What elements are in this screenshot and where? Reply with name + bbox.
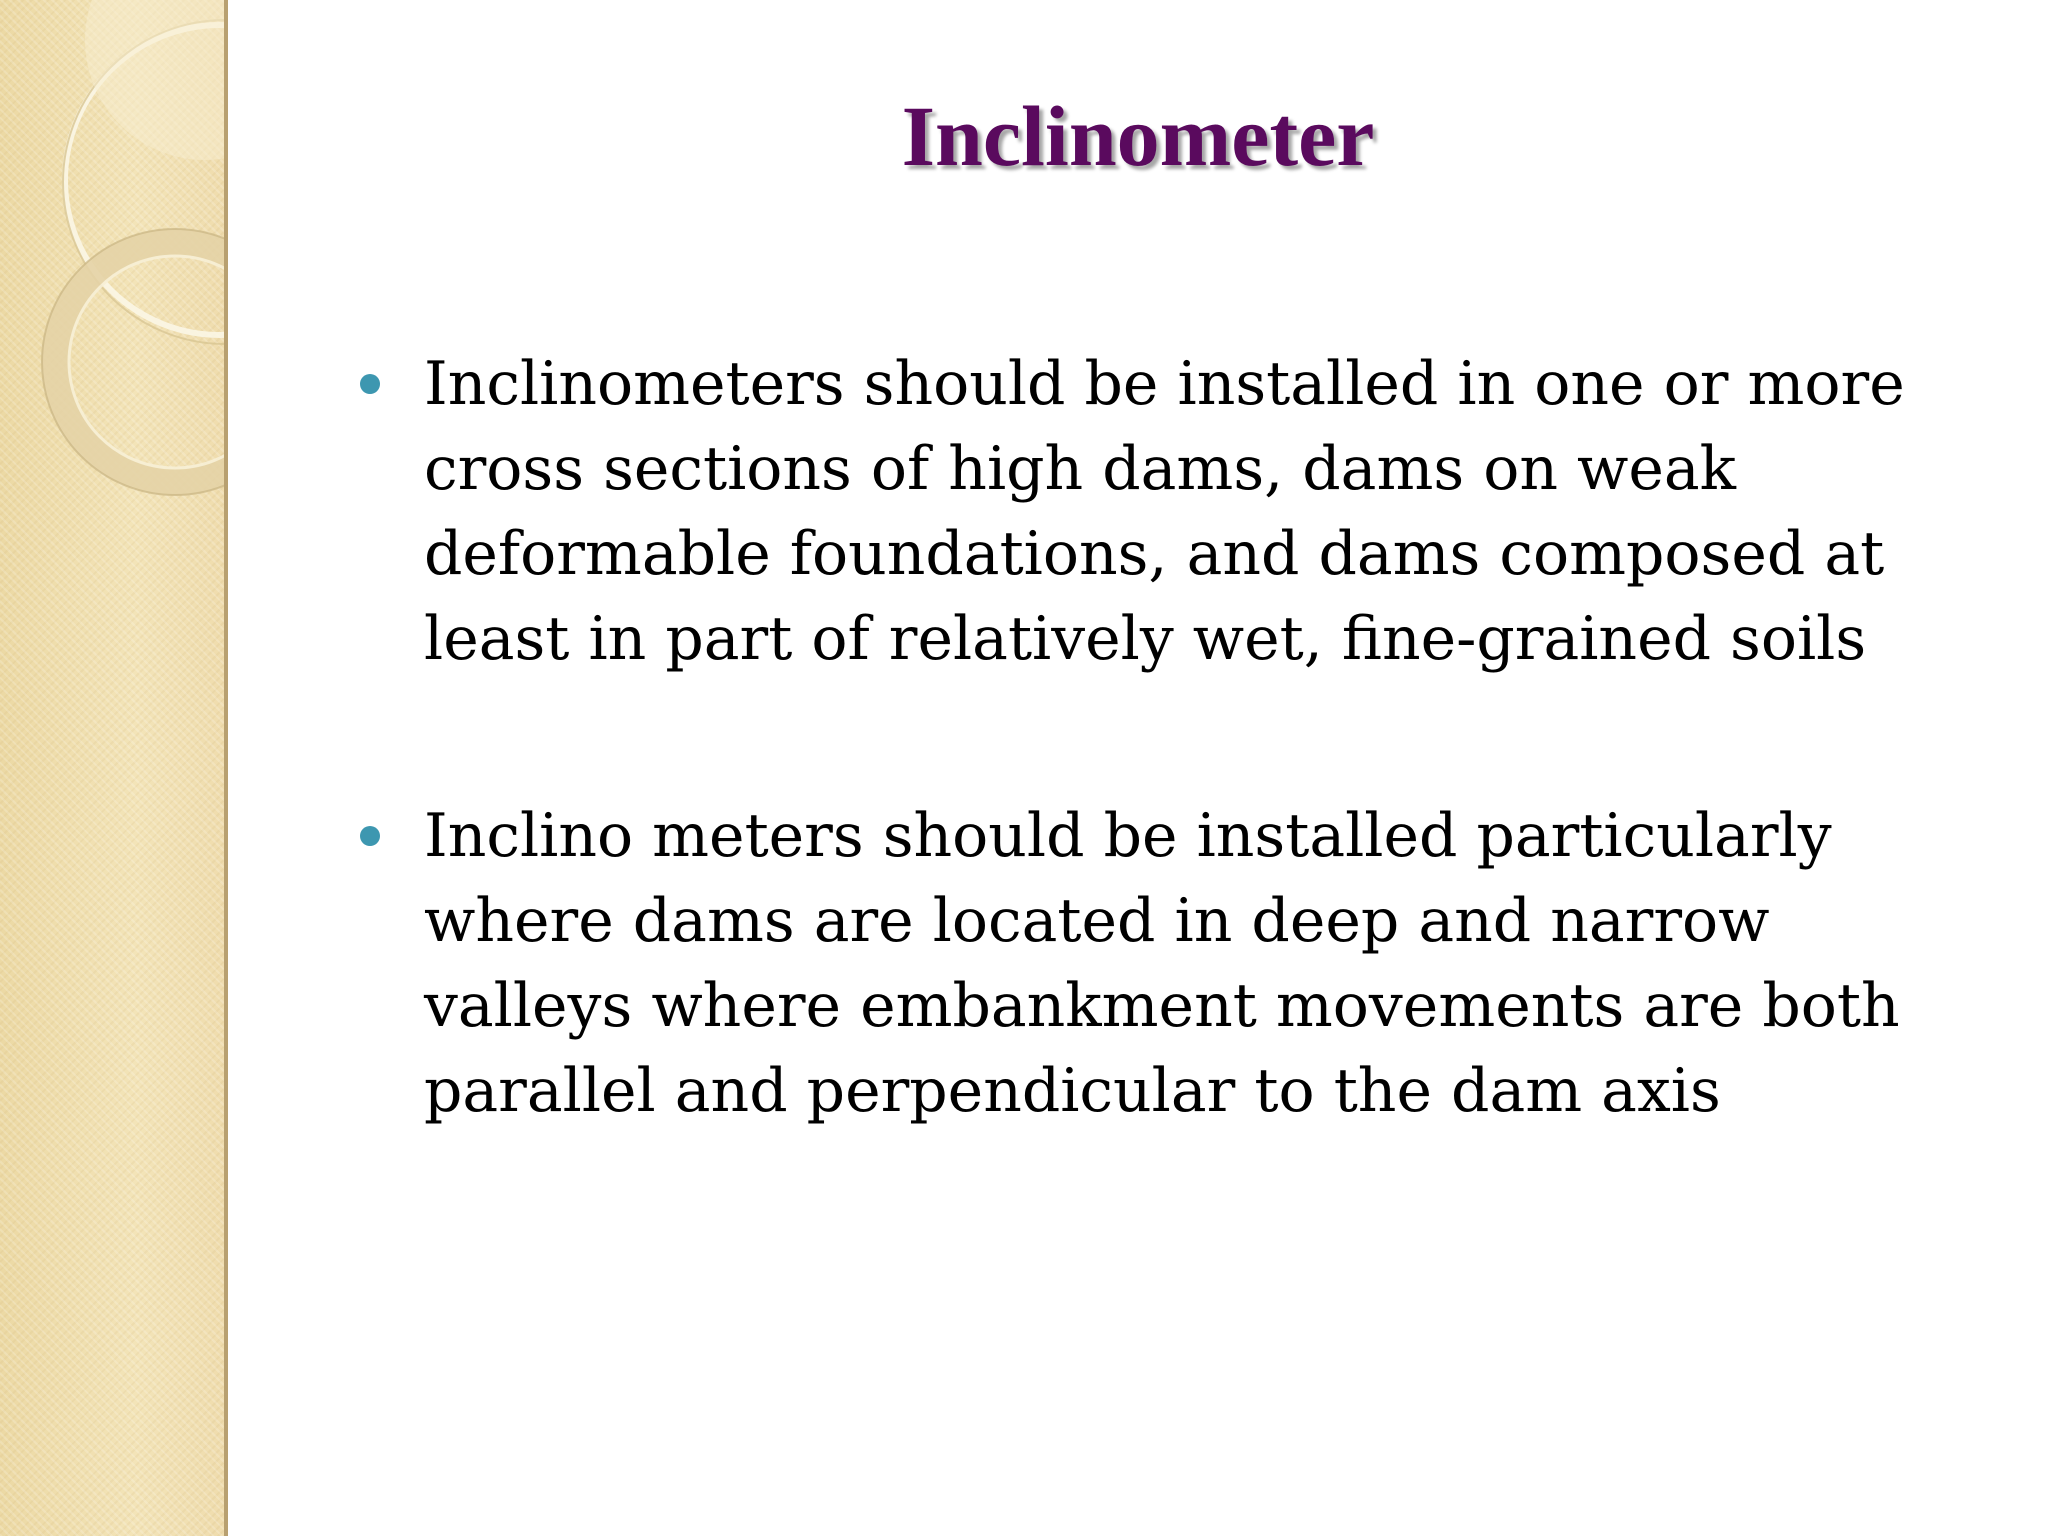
bullet-item bbox=[360, 342, 1920, 682]
slide-title: Inclinometer bbox=[901, 88, 1375, 184]
decorative-side-band bbox=[0, 0, 228, 1536]
decorative-rings-icon bbox=[0, 0, 228, 520]
bullet-item bbox=[360, 794, 1920, 1134]
bullet-text: Inclino meters should be installed particularly where dams are located in deep and narrow valleys where embankment movements are both parallel and perpendicular to the dam axis bbox=[424, 801, 1900, 1126]
bullet-dot-icon bbox=[360, 374, 380, 394]
bullet-list bbox=[360, 342, 1920, 1246]
bullet-text: Inclinometers should be installed in one or more cross sections of high dams, dams on weak deformable foundations, and dams composed at least in part of relatively wet, fine-grained soils bbox=[424, 349, 1905, 674]
bullet-dot-icon bbox=[360, 826, 380, 846]
